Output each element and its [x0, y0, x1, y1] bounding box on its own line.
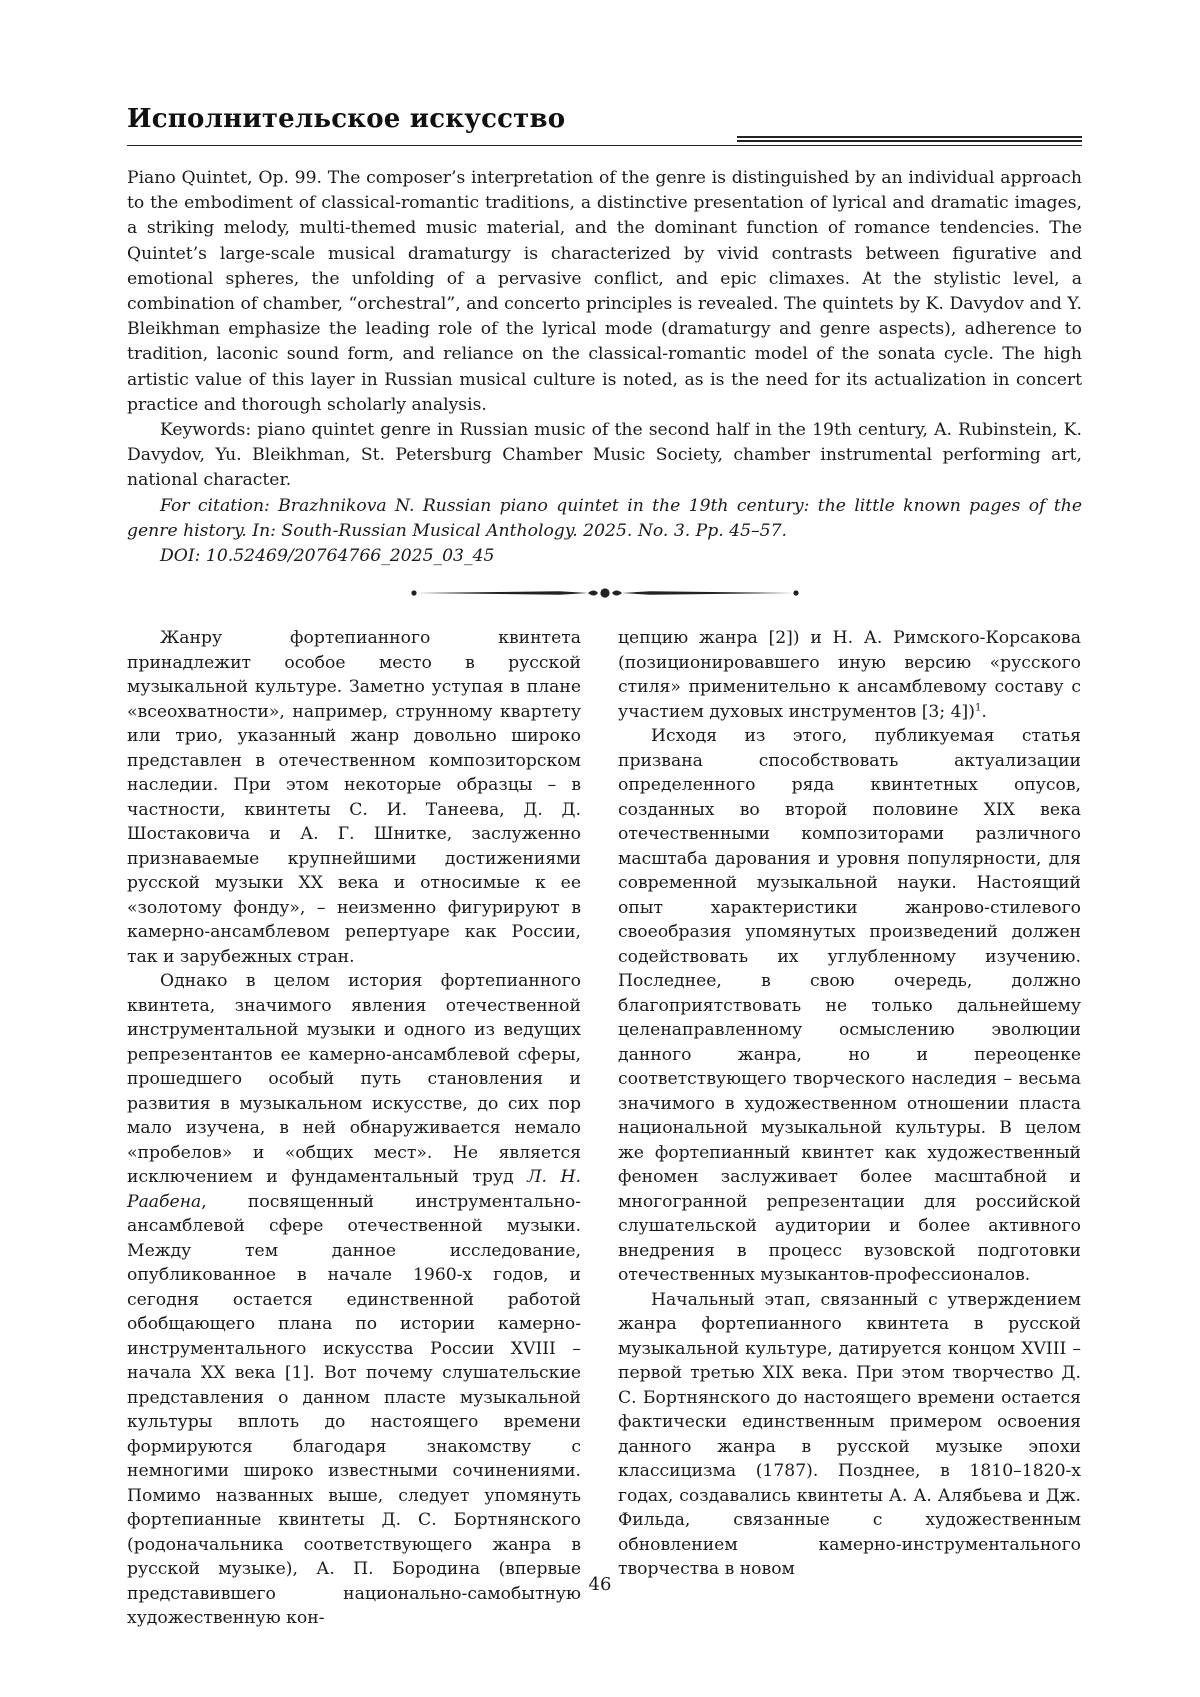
- header-rule-thick-1: [737, 136, 1082, 138]
- abstract-summary: Piano Quintet, Op. 99. The composer’s interpretation of the genre is distinguished by an individual approach to the embodiment of classical-romantic traditions, a distinctive presentation of lyrical and dramatic images, a striking melody, multi-themed music material, and the dominant function of romance tendencies. The Quintet’s large-scale musical dramaturgy is characterized by vivid contrasts between figurative and emotional spheres, the unfolding of a pervasive conflict, and epic climaxes. At the stylistic level, a combination of chamber, “orchestral”, and concerto principles is revealed. The quintets by K. Davydov and Y. Bleikhman emphasize the leading role of the lyrical mode (dramaturgy and genre aspects), adherence to tradition, laconic sound form, and reliance on the classical-romantic model of the sonata cycle. The high artistic value of this layer in Russian musical culture is noted, as is the need for its actualization in concert practice and thorough scholarly analysis.: [127, 168, 1082, 415]
- paragraph-continued: [618, 626, 1081, 724]
- cited-author: Л. Н. Раабена: [127, 1167, 581, 1212]
- paragraph: Жанру фортепианного квинтета принадлежит особое место в русской музыкальной культуре. Заметно уступая в плане «всеохватности», например, струнному квартету или трио, указанный жанр довольно широко представлен в отечественном композиторском наследии. При этом некоторые образцы – в частности, квинтеты С. И. Танеева, Д. Д. Шостаковича и А. Г. Шнитке, заслуженно признаваемые крупнейшими достижениями русской музыки XX века и относимые к ее «золотому фонду», – неизменно фигурируют в камерно-ансамблевом репертуаре как России, так и зарубежных стран.: [127, 628, 581, 967]
- body-column-right: [618, 626, 1081, 1582]
- paragraph-text: , посвященный инструментально-ансамблевой сфере отечественной музыки. Между тем данное исследование, опубликованное в начале 1960-х годов, и сегодня остается единственной работой обобщающего плана по истории камерно-инструментального искусства России XVIII – начала XX века [1]. Вот почему слушательские представления о данном пласте музыкальной культуры вплоть до настоящего времени формируются благодаря знакомству с немногими широко известными сочинениями. Помимо названных выше, следует упомянуть фортепианные квинтеты Д. С. Бортнянского (родоначальника соответствующего жанра в русской музыке), А. П. Бородина (впервые представившего национально-самобытную художественную кон-: [127, 1191, 581, 1628]
- paragraph: Начальный этап, связанный с утверждением жанра фортепианного квинтета в русской музыкальной культуре, датируется концом XVIII – первой третью XIX века. При этом творчество Д. С. Бортнянского до настоящего времени остается фактически единственным примером освоения данного жанра в русской музыке эпохи классицизма (1787). Позднее, в 1810–1820-х годах, создавались квинтеты А. А. Алябьева и Дж. Фильда, связанные с художественным обновлением камерно-инструментального творчества в новом: [618, 1289, 1081, 1579]
- header-rule-thick-2: [737, 140, 1082, 142]
- page-header: [127, 100, 1082, 150]
- abstract-doi: DOI: 10.52469/20764766_2025_03_45: [160, 546, 495, 567]
- paragraph: [127, 969, 581, 1631]
- abstract: [127, 166, 1082, 569]
- page-number: 46: [588, 1574, 612, 1595]
- paragraph: Исходя из этого, публикуемая статья призвана способствовать актуализации определенного ряда квинтетных опусов, созданных во второй половине XIX века отечественными композиторами различного масштаба дарования и уровня популярности, для современной музыкальной науки. Настоящий опыт характеристики жанрово-стилевого своеобразия упомянутых произведений должен содействовать их углубленному изучению. Последнее, в свою очередь, должно благоприятствовать не только дальнейшему целенаправленному осмыслению эволюции данного жанра, но и переоценке соответствующего творческого наследия – весьма значимого в художественном отношении пласта национальной музыкальной культуры. В целом же фортепианный квинтет как художественный феномен заслуживает более масштабной и многогранной репрезентации для российской слушательской аудитории и более активного внедрения в процесс вузовской подготовки отечественных музыкантов-профессионалов.: [618, 726, 1081, 1285]
- abstract-keywords: Keywords: piano quintet genre in Russian music of the second half in the 19th century, A. Rubinstein, K. Davydov, Yu. Bleikhman, St. Petersburg Chamber Music Society, chamber instrumental performing art, national character.: [127, 420, 1082, 491]
- paragraph-text: .: [981, 701, 987, 722]
- header-rule: [127, 145, 1082, 146]
- section-title: Исполнительское искусство: [127, 104, 566, 134]
- footnote-marker[interactable]: 1: [974, 701, 982, 713]
- paragraph-text: Однако в целом история фортепианного квинтета, значимого явления отечественной инструментальной музыки и одного из ведущих репрезентантов ее камерно-ансамблевой сферы, прошедшего особый путь становления и развития в музыкальном искусстве, до сих пор мало изучена, в ней обнаруживается немало «пробелов» и «общих мест». Не является исключением и фундаментальный труд: [127, 971, 581, 1187]
- paragraph-text: цепцию жанра [2]) и Н. А. Римского-Корсакова (позиционировавшего иную версию «русского стиля» применительно к ансамблевому составу с участием духовых инструментов [3; 4]): [618, 628, 1081, 722]
- abstract-citation: For citation: Brazhnikova N. Russian piano quintet in the 19th century: the little known pages of the genre history. In: South-Russian Musical Anthology. 2025. No. 3. Pp. 45–57.: [127, 495, 1082, 541]
- body-column-left: [127, 626, 581, 1631]
- ornament-divider-icon: [410, 585, 800, 601]
